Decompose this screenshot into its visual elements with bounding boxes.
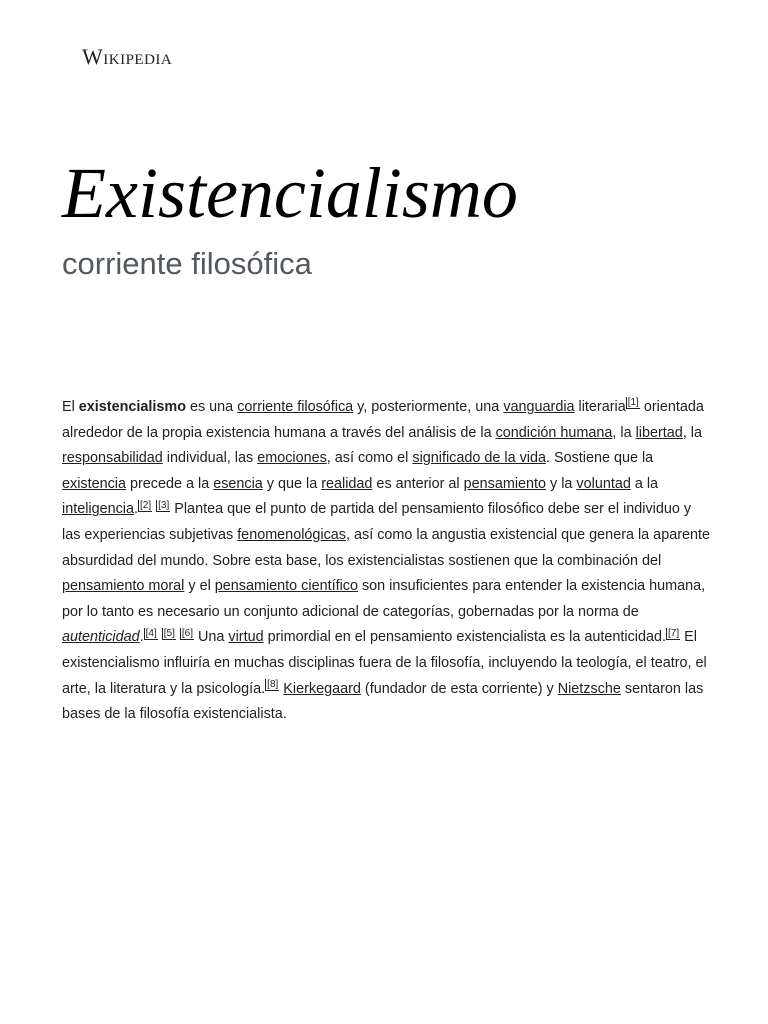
page-title: Existencialismo xyxy=(62,153,518,233)
link-corriente-filosofica[interactable]: corriente filosófica xyxy=(237,399,354,415)
link-emociones[interactable]: emociones xyxy=(257,450,327,467)
paragraph-text: (fundador de esta corriente) y xyxy=(360,680,558,697)
reference-link-1[interactable]: [1] xyxy=(627,397,639,409)
link-voluntad[interactable]: voluntad xyxy=(576,475,631,492)
reference-4 xyxy=(144,628,158,640)
paragraph-text: , así como la angustia existencial que genera la aparente absurdidad del mundo. Sobre esta base, los existencialistas sostienen que la combinación del xyxy=(62,526,710,569)
link-inteligencia[interactable]: inteligencia xyxy=(62,501,135,518)
link-nietzsche[interactable]: Nietzsche xyxy=(557,680,621,697)
paragraph-text: es anterior al xyxy=(372,475,464,492)
paragraph-text: . Sostiene que la xyxy=(545,450,654,467)
paragraph-text: precede a la xyxy=(126,475,214,492)
paragraph-text: son insuficientes para entender la existencia humana, por lo tanto es necesario un conjunto adicional de categorías, gobernadas por la norma de xyxy=(62,578,706,620)
paragraph-text: sentaron las bases de la filosofía existencialista. xyxy=(62,680,704,723)
link-kierkegaard[interactable]: Kierkegaard xyxy=(283,680,361,697)
reference-1 xyxy=(626,397,640,409)
reference-2 xyxy=(138,500,152,512)
link-autenticidad[interactable]: autenticidad xyxy=(62,629,140,646)
paragraph-text: primordial en el pensamiento existencialista es la autenticidad. xyxy=(263,629,666,646)
link-condicion-humana[interactable]: condición humana xyxy=(495,424,613,441)
paragraph-text: , la xyxy=(682,424,703,441)
reference-6 xyxy=(180,628,194,640)
link-realidad[interactable]: realidad xyxy=(321,475,373,492)
link-existencia[interactable]: existencia xyxy=(62,475,126,492)
reference-link-5[interactable]: [5] xyxy=(163,627,175,639)
page-subtitle: corriente filosófica xyxy=(62,246,312,281)
paragraph-text: El existencialismo influiría en muchas disciplinas fuera de la filosofía, incluyendo la teología, el teatro, el arte, la literatura y la psicología. xyxy=(62,629,707,697)
link-pensamiento[interactable]: pensamiento xyxy=(463,475,547,492)
bold-term: existencialismo xyxy=(78,399,186,415)
paragraph-text: y, posteriormente, una xyxy=(353,399,504,415)
reference-3 xyxy=(156,500,170,512)
article-paragraph xyxy=(62,395,710,728)
link-responsabilidad[interactable]: responsabilidad xyxy=(62,450,163,467)
wikipedia-logo[interactable]: Wikipedia xyxy=(82,44,173,69)
link-esencia[interactable]: esencia xyxy=(213,475,263,492)
link-pensamiento-moral[interactable]: pensamiento moral xyxy=(62,578,185,595)
paragraph-text: El xyxy=(62,399,79,415)
link-significado-de-la-vida[interactable]: significado de la vida xyxy=(412,450,546,467)
reference-link-3[interactable]: [3] xyxy=(158,499,170,511)
reference-link-7[interactable]: [7] xyxy=(667,627,680,639)
paragraph-text: y el xyxy=(184,578,215,595)
paragraph-text: y que la xyxy=(262,475,322,492)
link-fenomenologicas[interactable]: fenomenológicas xyxy=(237,526,346,543)
paragraph-text: es una xyxy=(185,399,238,415)
paragraph-text: . xyxy=(139,629,144,646)
paragraph-text: a la xyxy=(630,475,659,492)
link-libertad[interactable]: libertad xyxy=(635,424,683,441)
reference-link-6[interactable]: [6] xyxy=(181,627,193,639)
paragraph-text: orientada alrededor de la propia existencia humana a través del análisis de la xyxy=(62,399,704,441)
paragraph-text: Una xyxy=(194,629,229,646)
link-vanguardia[interactable]: vanguardia xyxy=(503,399,575,415)
link-pensamiento-cientifico[interactable]: pensamiento científico xyxy=(214,578,358,595)
paragraph-text: Plantea que el punto de partida del pensamiento filosófico debe ser el individuo y las experiencias subjetivas xyxy=(62,501,692,543)
reference-8 xyxy=(265,679,279,691)
paragraph-text: , la xyxy=(612,424,636,441)
reference-link-4[interactable]: [4] xyxy=(145,627,157,639)
reference-7 xyxy=(666,628,680,640)
paragraph-text: , así como el xyxy=(326,450,413,467)
reference-link-2[interactable]: [2] xyxy=(140,499,152,511)
reference-link-8[interactable]: [8] xyxy=(267,678,279,690)
paragraph-text: individual, las xyxy=(162,450,258,467)
paragraph-text: literaria xyxy=(574,399,626,415)
reference-5 xyxy=(162,628,176,640)
link-virtud[interactable]: virtud xyxy=(228,629,264,646)
paragraph-text: y la xyxy=(546,475,577,492)
paragraph-text: . xyxy=(134,501,139,518)
